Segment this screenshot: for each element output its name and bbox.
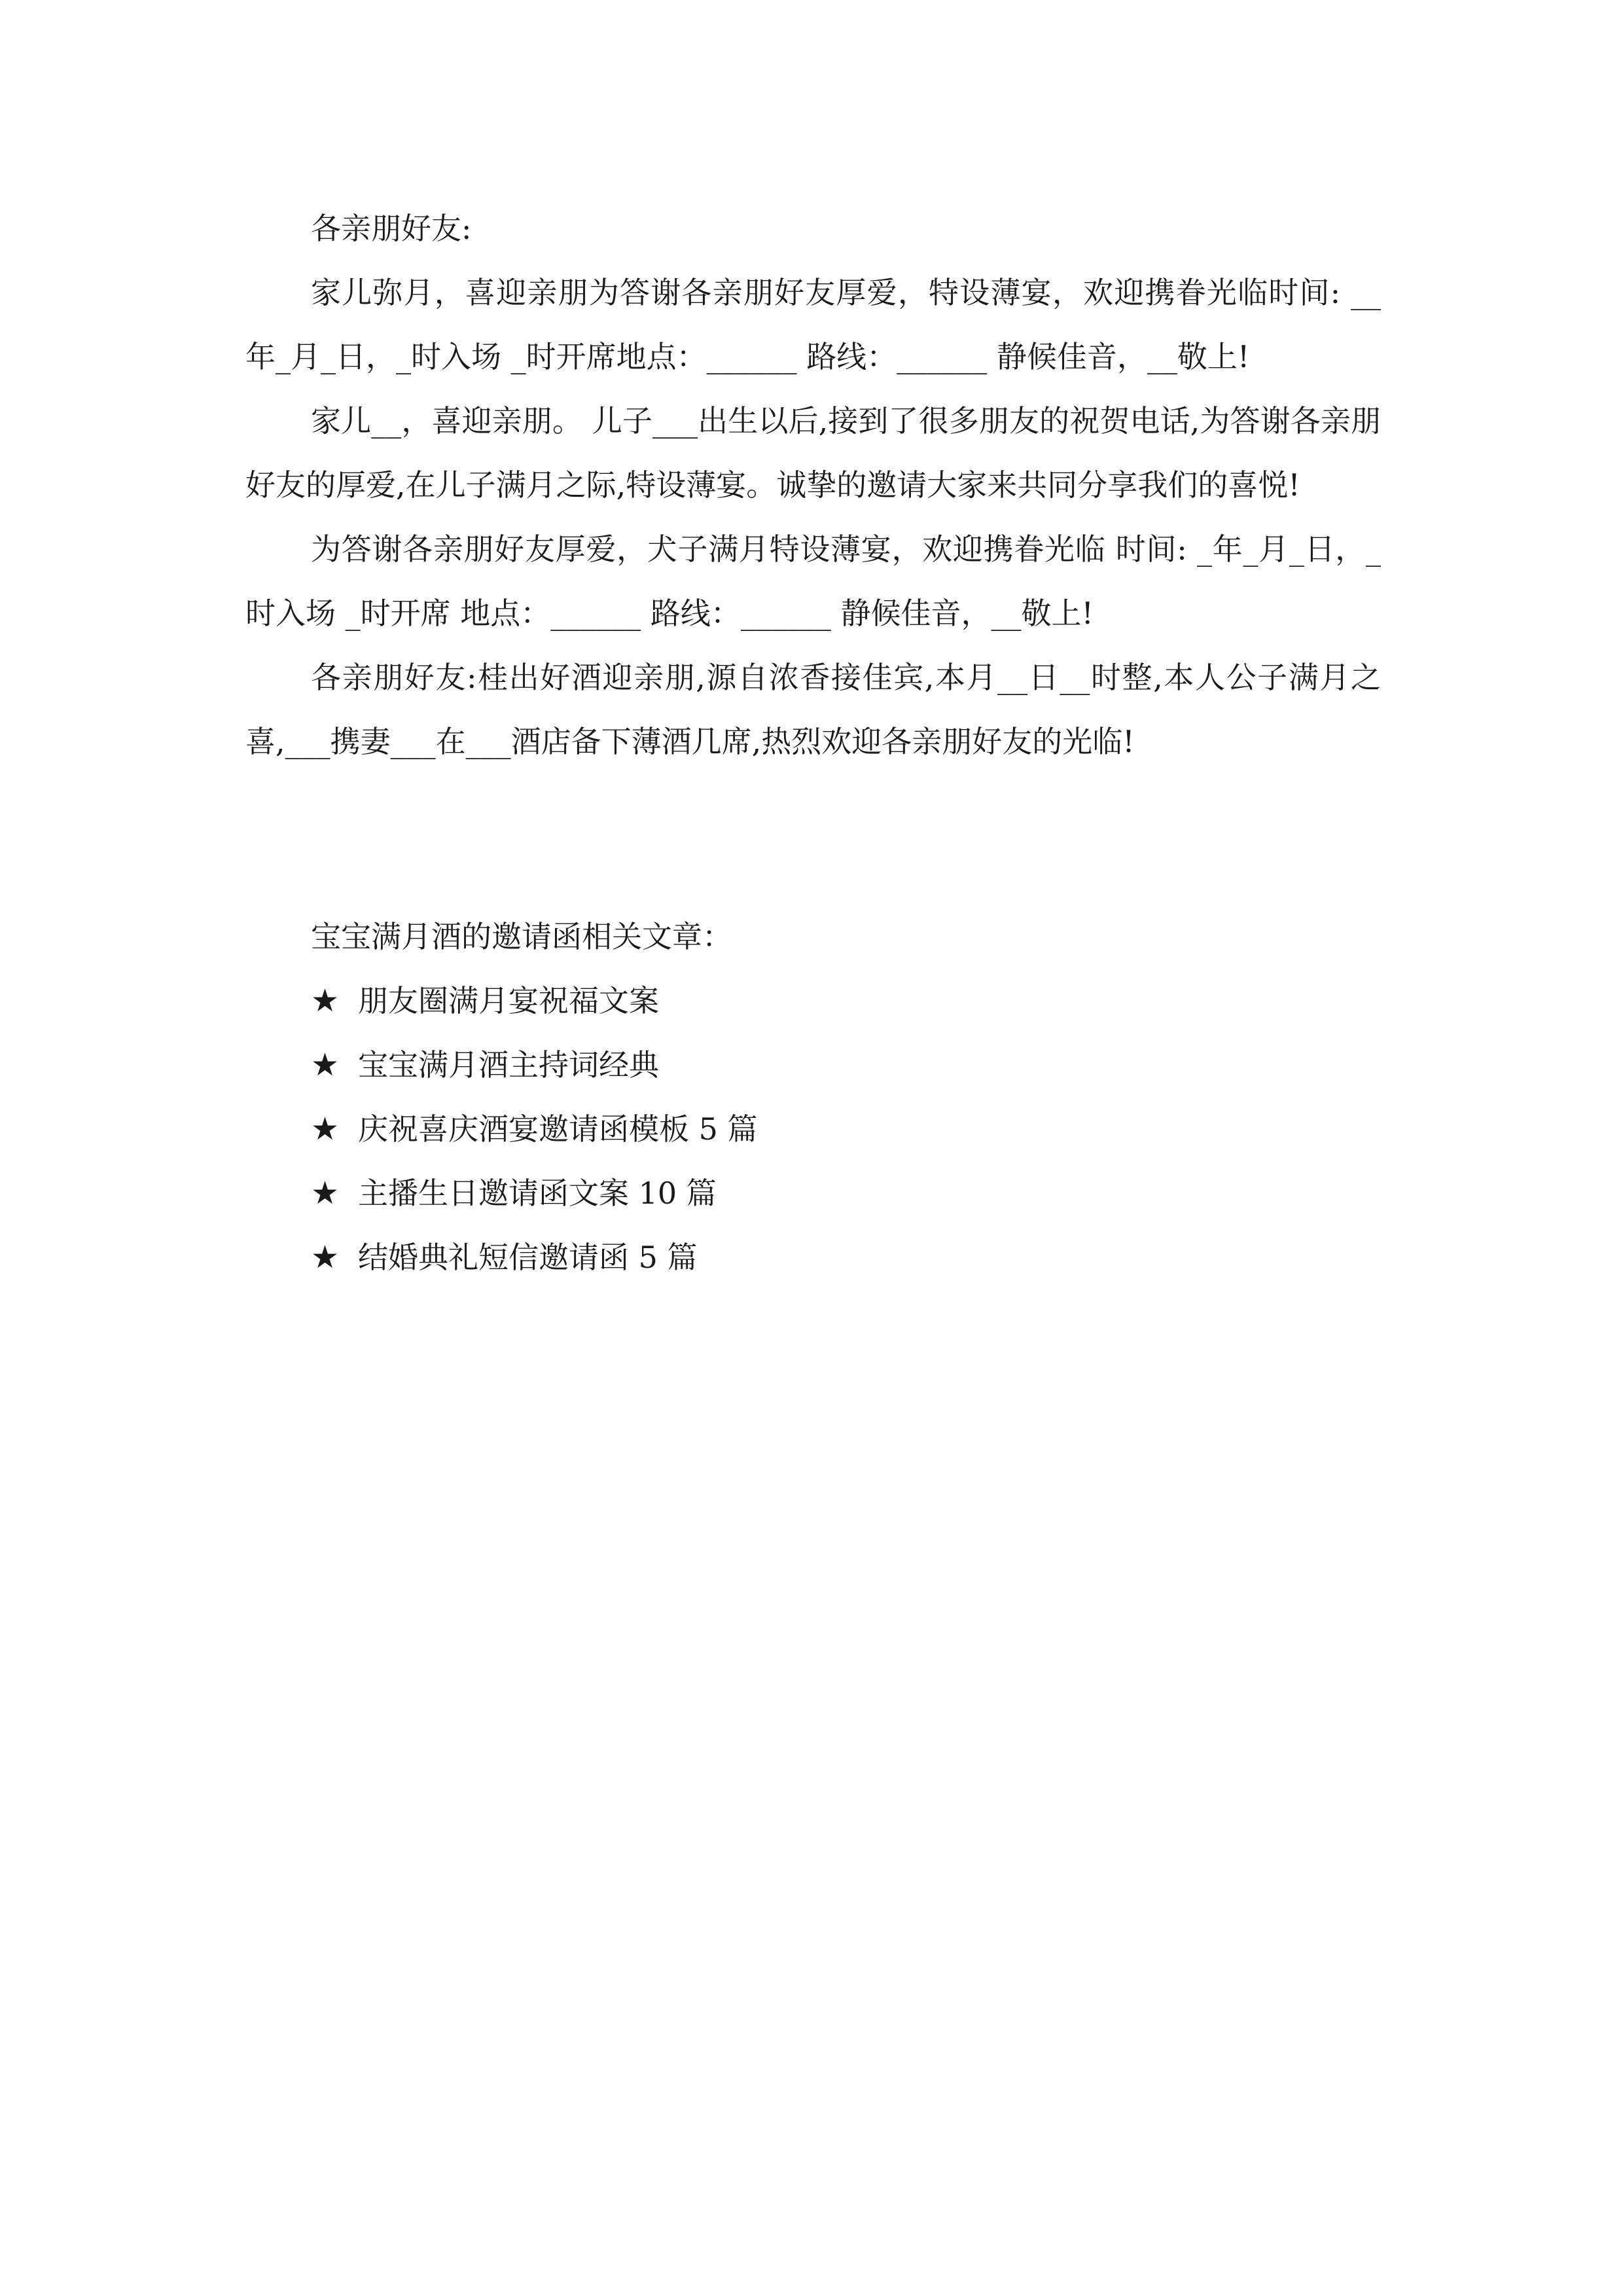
invitation-paragraph-1: 家儿弥月，喜迎亲朋为答谢各亲朋好友厚爱，特设薄宴，欢迎携眷光临时间: __年_月_日，_时入场 _时开席地点：______ 路线：______ 静候佳音，__敬上! (245, 275, 1381, 374)
star-icon: ★ (311, 982, 340, 1019)
related-article-item[interactable] (245, 1225, 1381, 1289)
document-body (245, 196, 1381, 1289)
invitation-paragraph-3: 为答谢各亲朋好友厚爱，犬子满月特设薄宴，欢迎携眷光临 时间: _年_月_日，_时入场 _时开席 地点：______ 路线：______ 静候佳音，__敬上! (245, 531, 1381, 631)
related-article-item[interactable] (245, 1097, 1381, 1161)
invitation-paragraph-4: 各亲朋好友:桂出好酒迎亲朋,源自浓香接佳宾,本月__日__时整,本人公子满月之喜,___携妻___在___酒店备下薄酒几席,热烈欢迎各亲朋好友的光临! (245, 660, 1381, 759)
related-article-link[interactable]: 朋友圈满月宴祝福文案 (358, 983, 659, 1018)
section-spacer (245, 774, 1381, 905)
related-article-link[interactable]: 庆祝喜庆酒宴邀请函模板 5 篇 (358, 1111, 758, 1147)
related-article-link[interactable]: 结婚典礼短信邀请函 5 篇 (358, 1240, 698, 1275)
invitation-paragraph-2: 家儿__，喜迎亲朋。 儿子___出生以后,接到了很多朋友的祝贺电话,为答谢各亲朋好友的厚爱,在儿子满月之际,特设薄宴。诚挚的邀请大家来共同分享我们的喜悦! (245, 403, 1381, 503)
related-article-item[interactable] (245, 969, 1381, 1033)
star-icon: ★ (311, 1111, 340, 1147)
related-article-item[interactable] (245, 1161, 1381, 1225)
star-icon: ★ (311, 1047, 340, 1083)
related-article-link[interactable]: 宝宝满月酒主持词经典 (358, 1047, 659, 1083)
salutation-paragraph: 各亲朋好友: (311, 211, 472, 246)
related-articles-list (245, 969, 1381, 1289)
star-icon: ★ (311, 1175, 340, 1211)
related-articles-heading: 宝宝满月酒的邀请函相关文章： (311, 919, 732, 954)
star-icon: ★ (311, 1239, 340, 1276)
related-article-item[interactable] (245, 1033, 1381, 1097)
related-article-link[interactable]: 主播生日邀请函文案 10 篇 (358, 1175, 717, 1211)
